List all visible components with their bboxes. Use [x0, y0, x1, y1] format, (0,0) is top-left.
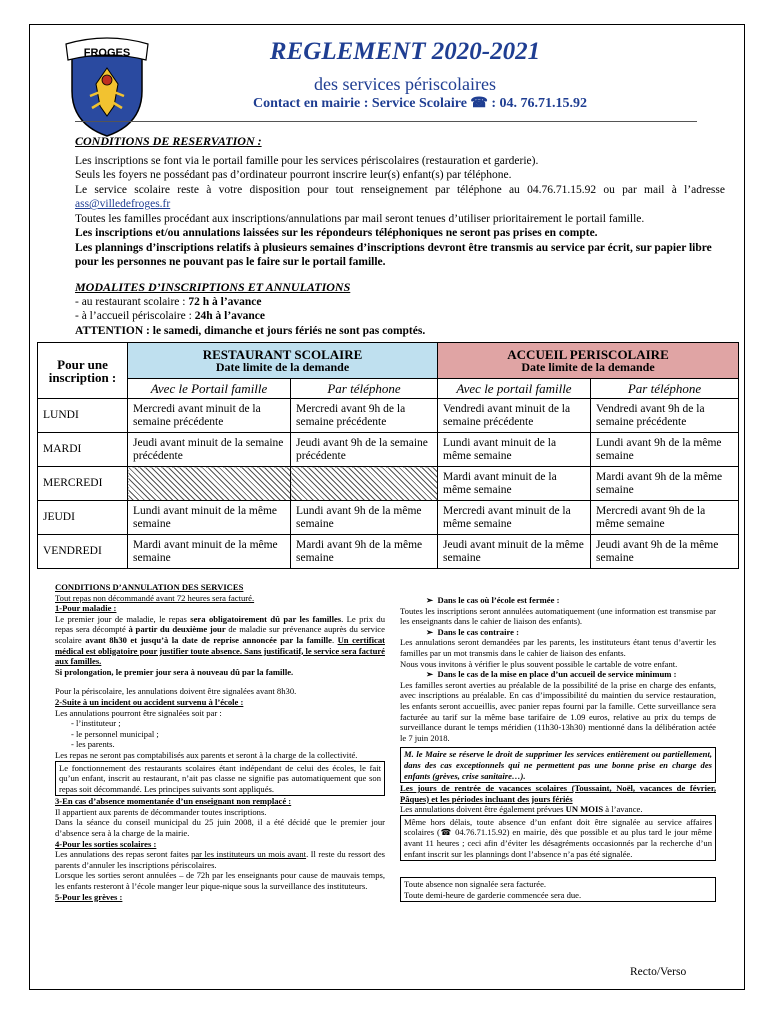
reservation-p1: Les inscriptions se font via le portail famille pour les services périscolaires (restauration et garderie). [75, 154, 539, 167]
reservation-p3: Le service scolaire reste à votre disposition pour tout renseignement par téléphone au 04.76.71.15.92 ou par mail à l’adresse ass@villedefroges.fr [75, 183, 725, 210]
rs-portail-cell: Mercredi avant minuit de la semaine précédente [128, 399, 291, 433]
ap-tel-header: Par téléphone [591, 379, 739, 399]
incident-item: - le personnel municipal ; [71, 728, 159, 739]
ap-tel-cell: Vendredi avant 9h de la semaine précédente [591, 399, 739, 433]
section-absence-heading: 3-En cas d’absence momentanée d’un enseignant non remplacé : [55, 796, 292, 807]
right-column [400, 595, 716, 902]
day-cell: LUNDI [38, 399, 128, 433]
maladie-prolongation: Si prolongation, le premier jour sera à nouveau dû par la famille. [55, 666, 294, 677]
page-subtitle: des services périscolaires [314, 74, 496, 94]
table-row [38, 433, 739, 467]
modalites-section [75, 280, 725, 338]
case-minimum-heading: ➢ Dans le cas de la mise en place d’un accueil de service minimum : [426, 669, 677, 680]
incident-note: Les repas ne seront pas comptabilisés aux parents et seront à la charge de la collectivité. [55, 749, 358, 760]
logo-text: FROGES [83, 47, 131, 59]
incident-item: - l’instituteur ; [71, 718, 121, 729]
rs-tel-cell: Mardi avant 9h de la même semaine [291, 535, 438, 569]
table-row [38, 501, 739, 535]
maladie-text: Le premier jour de maladie, le repas sera obligatoirement dû par les familles. Le prix du repas sera décompté à partir du deuxième jour de maladie sur prévenance auprès du service scolaire avant 8h30 et jusqu’à la date de reprise annoncée par la famille. Un certificat médical est obligatoire pour justifier toute absence. Sans justificatif, le service sera facturé aux familles. [55, 613, 385, 667]
annulation-heading: CONDITIONS D’ANNULATION DES SERVICES [55, 582, 244, 592]
maire-box: M. le Maire se réserve le droit de supprimer les services entièrement ou partiellement, dans des cas exceptionnels qui ne permettent pas une bonne prise en charge des enfants (grèves, crise sanitaire…). [400, 747, 716, 783]
modalites-item-periscolaire: - à l’accueil périscolaire : 24h à l’avance [75, 310, 266, 322]
absence-signal-box: Même hors délais, toute absence d’un enfant doit être signalée au service affaires scolaires (☎ 04.76.71.15.92) en mairie, dès que possible et au plus tard le jour même avant 11 heures ; ceci afin d’éviter les désagréments occasionnés par la recherche d’un enfant inscrit sur les plannings dont l’absence n’a pas été signalée. [400, 815, 716, 861]
day-cell: MERCREDI [38, 467, 128, 501]
reservation-p2: Seuls les foyers ne possédant pas d’ordinateur pourront inscrire leur(s) enfant(s) par téléphone. [75, 169, 512, 181]
rs-tel-cell: Jeudi avant 9h de la semaine précédente [291, 433, 438, 467]
ap-portail-cell: Lundi avant minuit de la même semaine [438, 433, 591, 467]
case-closed-heading: ➢ Dans le cas où l’école est fermée : [426, 595, 560, 605]
ap-portail-header: Avec le portail famille [438, 379, 591, 399]
rs-tel-cell: Mercredi avant 9h de la semaine précédente [291, 399, 438, 433]
section-incident-heading: 2-Suite à un incident ou accident survenu à l’école : [55, 696, 244, 707]
ap-tel-cell: Mardi avant 9h de la même semaine [591, 467, 739, 501]
reservation-p4: Toutes les familles procédant aux inscriptions/annulations par mail seront tenues d’utiliser prioritairement le portail famille. [75, 212, 645, 225]
reservation-p5: Les inscriptions et/ou annulations laissées sur les répondeurs téléphoniques ne seront pas prises en compte. [75, 227, 598, 239]
ap-portail-cell: Vendredi avant minuit de la semaine précédente [438, 399, 591, 433]
vacances-text: Les annulations doivent être également prévues UN MOIS à l’avance. [400, 804, 643, 815]
ap-tel-cell: Lundi avant 9h de la même semaine [591, 433, 739, 467]
rs-portail-cell: Mardi avant minuit de la même semaine [128, 535, 291, 569]
rs-tel-header: Par téléphone [291, 379, 438, 399]
reservation-heading: CONDITIONS DE RESERVATION : [75, 134, 262, 148]
day-cell: MARDI [38, 433, 128, 467]
froges-coat-of-arms-logo [62, 36, 152, 138]
reservation-section [75, 134, 725, 270]
case-minimum-text: Les familles seront averties au préalable de la possibilité de la prise en charge des enfants, avec inscriptions au préalable. En cas d’impossibilité du maintien du service restauration, les enfants seront accueillis, avec panier repas fourni par la famille. Cette surveillance sera facturée au tarif sur la même base tarifaire de 1.09 euros, relative au prix du temps de surveillance durant le temps méridien (11h30-13h30) mentionné dans la délibération actée le 7 juin 2018. [400, 679, 716, 743]
day-cell: JEUDI [38, 501, 128, 535]
schedule-table [37, 342, 739, 569]
header-divider [75, 121, 697, 122]
annulation-intro: Tout repas non décommandé avant 72 heures sera facturé. [55, 592, 255, 603]
rs-portail-cell-hatched [128, 467, 291, 501]
facturation-line: Toute demi-heure de garderie commencée sera due. [404, 889, 582, 900]
periscolaire-header: ACCUEIL PERISCOLAIRE Date limite de la demande [438, 343, 739, 379]
modalites-item-restaurant: - au restaurant scolaire : 72 h à l’avance [75, 295, 262, 308]
facturation-line: Toute absence non signalée sera facturée. [404, 879, 547, 890]
rs-tel-cell-hatched [291, 467, 438, 501]
ap-portail-cell: Jeudi avant minuit de la même semaine [438, 535, 591, 569]
ap-portail-cell: Mardi avant minuit de la même semaine [438, 467, 591, 501]
case-open-text: Nous vous invitons à vérifier le plus souvent possible le cartable de votre enfant. [400, 658, 678, 669]
email-link[interactable]: ass@villedefroges.fr [75, 198, 171, 210]
section-maladie-heading: 1-Pour maladie : [55, 603, 117, 614]
rs-tel-cell: Lundi avant 9h de la même semaine [291, 501, 438, 535]
restaurant-header: RESTAURANT SCOLAIRE Date limite de la demande [128, 343, 438, 379]
sorties-text: Lorsque les sorties seront annulées – de 72h par les enseignants pour cause de mauvais temps, les enfants resteront à l’école manger leur pique-nique sous la surveillance des instituteurs. [55, 870, 385, 892]
absence-text: Dans la séance du conseil municipal du 25 juin 2008, il a été décidé que le premier jour d’absence sera à la charge de la mairie. [55, 817, 385, 839]
ap-portail-cell: Mercredi avant minuit de la même semaine [438, 501, 591, 535]
table-row [38, 399, 739, 433]
ap-tel-cell: Mercredi avant 9h de la même semaine [591, 501, 739, 535]
periscolaire-note: Pour la périscolaire, les annulations doivent être signalées avant 8h30. [55, 686, 297, 697]
section-greves-heading: 5-Pour les grèves : [55, 891, 123, 902]
section-sorties-heading: 4-Pour les sorties scolaires : [55, 838, 157, 849]
incident-item: - les parents. [71, 739, 115, 750]
day-cell: VENDREDI [38, 535, 128, 569]
absence-text: Il appartient aux parents de décommander toutes inscriptions. [55, 806, 267, 817]
facturation-box [400, 877, 716, 902]
fonctionnement-box: Le fonctionnement des restaurants scolaires étant indépendant de celui des écoles, le fait qu’un enfant, inscrit au restaurant, n’ait pas classe ne signifie pas automatiquement que son repas soit décommandé. Les principes suivants sont appliqués. [55, 761, 385, 797]
ap-tel-cell: Jeudi avant 9h de la même semaine [591, 535, 739, 569]
vacances-heading: Les jours de rentrée de vacances scolaires (Toussaint, Noël, vacances de février, Pâques) et les périodes incluant des jours fériés [400, 783, 716, 804]
sorties-text: Les annulations des repas seront faites par les instituteurs un mois avant. Il reste du ressort des parents d’annuler les inscriptions périscolaires. [55, 849, 386, 870]
table-first-header: Pour une inscription : [38, 343, 128, 399]
left-column [55, 582, 385, 902]
reservation-p6: Les plannings d’inscriptions relatifs à plusieurs semaines d’inscriptions devront être transmis au service par écrit, sur papier libre pour les personnes ne pouvant pas le faire sur le portail famille. [75, 241, 712, 268]
rs-portail-cell: Lundi avant minuit de la même semaine [128, 501, 291, 535]
recto-verso-label: Recto/Verso [630, 966, 687, 978]
table-row [38, 467, 739, 501]
contact-line: Contact en mairie : Service Scolaire ☎ : 04. 76.71.15.92 [252, 96, 588, 111]
case-open-text: Les annulations seront demandées par les parents, les instituteurs étant tenus d’avertir les familles par un mot transmis dans le cahier de liaison des enfants. [400, 637, 716, 658]
case-closed-text: Toutes les inscriptions seront annulées automatiquement (une information est transmise par les enseignants dans le cahier de liaison des enfants). [400, 605, 716, 627]
case-open-heading: ➢ Dans le cas contraire : [426, 626, 519, 637]
modalites-heading: MODALITES D’INSCRIPTIONS ET ANNULATIONS [75, 280, 351, 294]
rs-portail-header: Avec le Portail famille [128, 379, 291, 399]
incident-text: Les annulations pourront être signalées soit par : [55, 707, 222, 718]
rs-portail-cell: Jeudi avant minuit de la semaine précédente [128, 433, 291, 467]
table-row [38, 535, 739, 569]
attention-note: ATTENTION : le samedi, dimanche et jours fériés ne sont pas comptés. [75, 324, 426, 337]
page-title: REGLEMENT 2020-2021 [269, 38, 541, 65]
